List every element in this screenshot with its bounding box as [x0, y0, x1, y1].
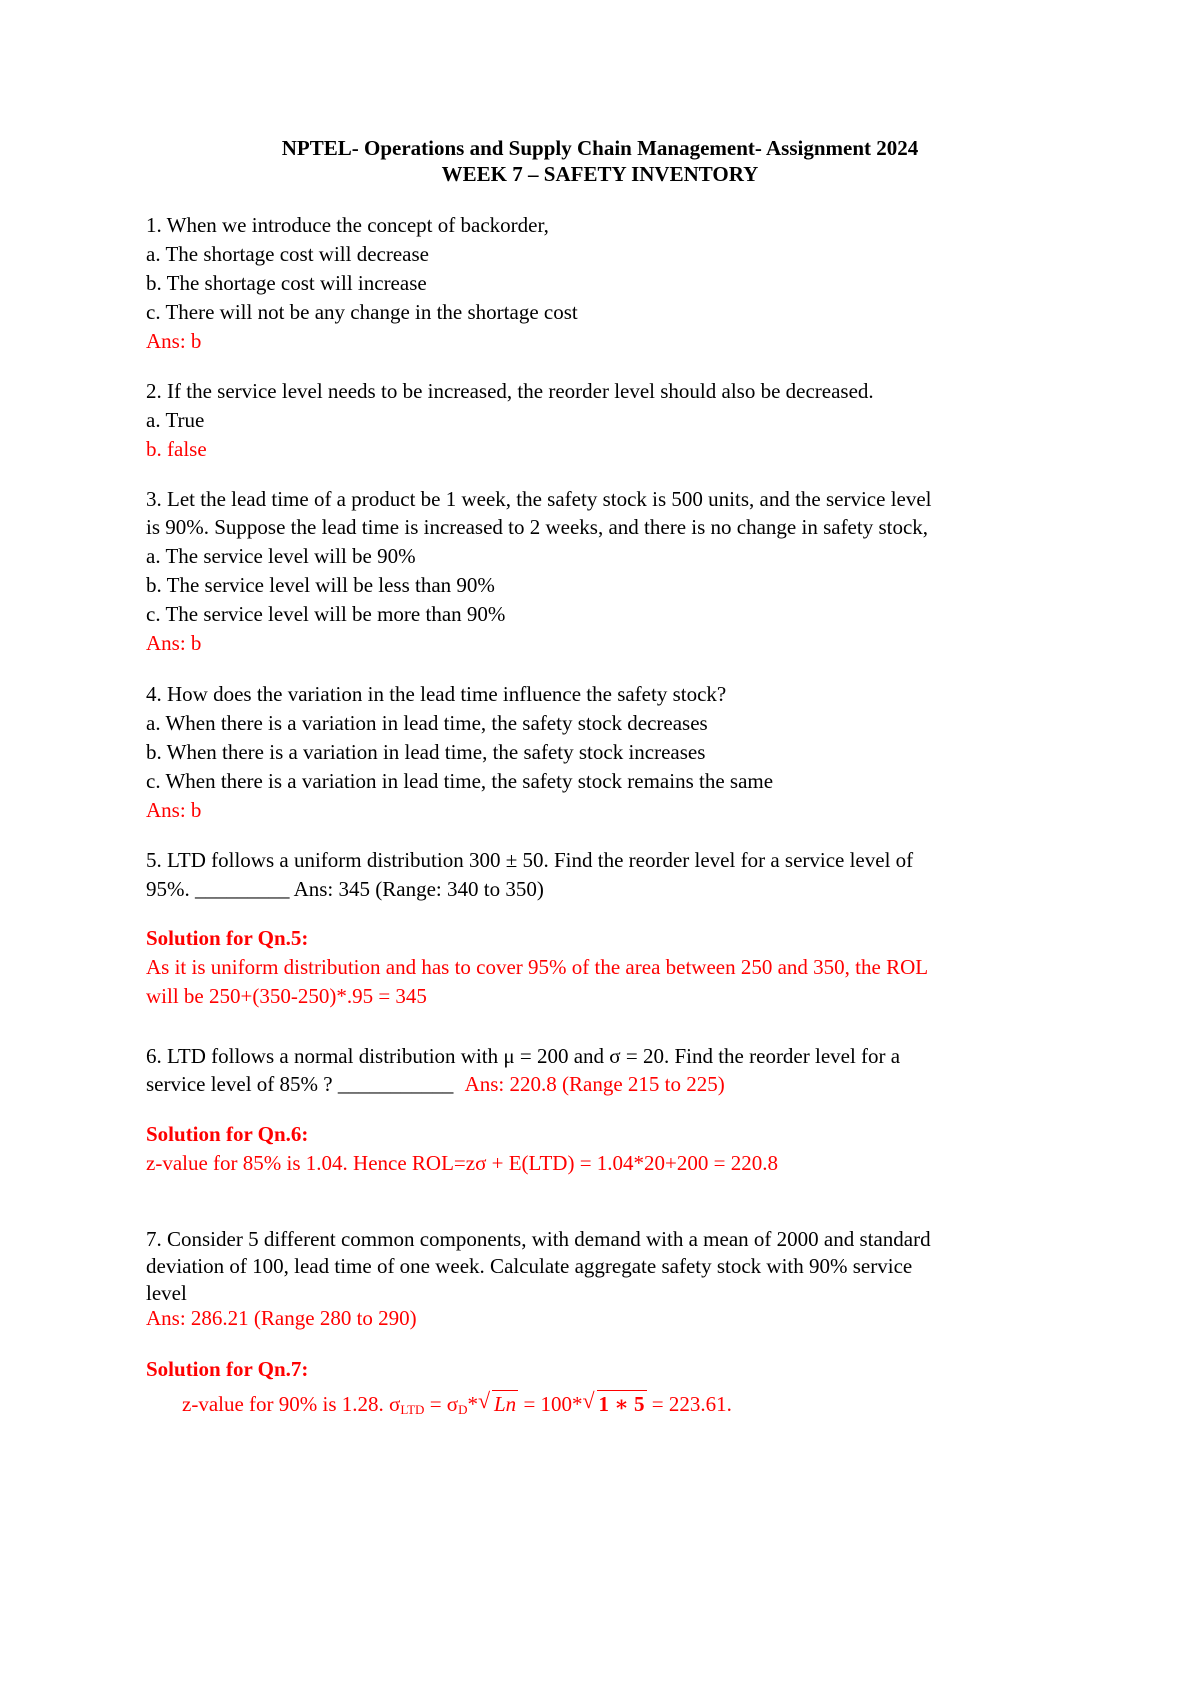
q2-question: 2. If the service level needs to be increased, the reorder level should also be decreased. — [146, 379, 874, 403]
q5-solution-title: Solution for Qn.5: — [146, 926, 309, 950]
q3-question-line2: is 90%. Suppose the lead time is increased to 2 weeks, and there is no change in safety stock, — [146, 515, 929, 539]
q6-question-text: service level of 85% ? ___________ — [146, 1072, 454, 1096]
q3-option-a: a. The service level will be 90% — [146, 544, 416, 568]
q6-question-line1: 6. LTD follows a normal distribution with μ = 200 and σ = 20. Find the reorder level for a — [146, 1044, 901, 1068]
q3-answer: Ans: b — [146, 631, 202, 655]
sqrt-1x5-radicand: 1 ∗ 5 — [598, 1392, 645, 1416]
q7-question-line3: level — [146, 1281, 187, 1305]
q6-answer: Ans: 220.8 (Range 215 to 225) — [464, 1072, 725, 1096]
q4-option-a: a. When there is a variation in lead time, the safety stock decreases — [146, 711, 708, 735]
q7-solution-part5: = 223.61. — [646, 1392, 732, 1416]
q7-solution-formula — [182, 1390, 732, 1423]
q4-question: 4. How does the variation in the lead time influence the safety stock? — [146, 682, 727, 706]
q6-solution-title: Solution for Qn.6: — [146, 1122, 309, 1146]
q1-option-c: c. There will not be any change in the shortage cost — [146, 300, 578, 324]
q7-answer: Ans: 286.21 (Range 280 to 290) — [146, 1306, 417, 1330]
q2-option-a: a. True — [146, 408, 205, 432]
q5-question-line2: 95%. _________ Ans: 345 (Range: 340 to 350) — [146, 877, 544, 901]
radical-sign-icon: √ — [582, 1388, 595, 1413]
q3-question-line1: 3. Let the lead time of a product be 1 week, the safety stock is 500 units, and the service level — [146, 487, 932, 511]
q4-option-c: c. When there is a variation in lead time, the safety stock remains the same — [146, 769, 774, 793]
sqrt-ln — [478, 1390, 518, 1417]
q5-solution-line2: will be 250+(350-250)*.95 = 345 — [146, 984, 427, 1008]
q5-solution-line1: As it is uniform distribution and has to cover 95% of the area between 250 and 350, the ROL — [146, 955, 929, 979]
q1-question: 1. When we introduce the concept of backorder, — [146, 213, 549, 237]
q6-question-line2 — [146, 1071, 725, 1097]
q7-solution-sub-ltd: LTD — [400, 1402, 425, 1417]
q6-solution-line1: z-value for 85% is 1.04. Hence ROL=zσ + E(LTD) = 1.04*20+200 = 220.8 — [146, 1151, 778, 1175]
q3-option-b: b. The service level will be less than 90% — [146, 573, 495, 597]
radical-sign-icon: √ — [478, 1388, 491, 1413]
q7-solution-sub-d: D — [458, 1402, 468, 1417]
q1-option-b: b. The shortage cost will increase — [146, 271, 427, 295]
q7-solution-title: Solution for Qn.7: — [146, 1357, 309, 1381]
q7-solution-part4: = 100* — [518, 1392, 583, 1416]
q7-question-line1: 7. Consider 5 different common components, with demand with a mean of 2000 and standard — [146, 1227, 931, 1251]
q4-option-b: b. When there is a variation in lead time, the safety stock increases — [146, 740, 706, 764]
document-subtitle: WEEK 7 – SAFETY INVENTORY — [441, 162, 759, 186]
sqrt-ln-radicand: Ln — [494, 1392, 517, 1416]
document-title: NPTEL- Operations and Supply Chain Management- Assignment 2024 — [281, 136, 919, 160]
q7-solution-part3: * — [467, 1392, 478, 1416]
q5-question-line1: 5. LTD follows a uniform distribution 300 ± 50. Find the reorder level for a service level of — [146, 848, 914, 872]
q7-solution-part1: z-value for 90% is 1.28. σ — [182, 1392, 401, 1416]
q4-answer: Ans: b — [146, 798, 202, 822]
q1-answer: Ans: b — [146, 329, 202, 353]
q7-question-line2: deviation of 100, lead time of one week. Calculate aggregate safety stock with 90% service — [146, 1254, 913, 1278]
q7-solution-part2: = σ — [424, 1392, 459, 1416]
q1-option-a: a. The shortage cost will decrease — [146, 242, 429, 266]
sqrt-1x5 — [583, 1390, 647, 1417]
q3-option-c: c. The service level will be more than 90% — [146, 602, 506, 626]
q2-option-b-answer: b. false — [146, 437, 207, 461]
